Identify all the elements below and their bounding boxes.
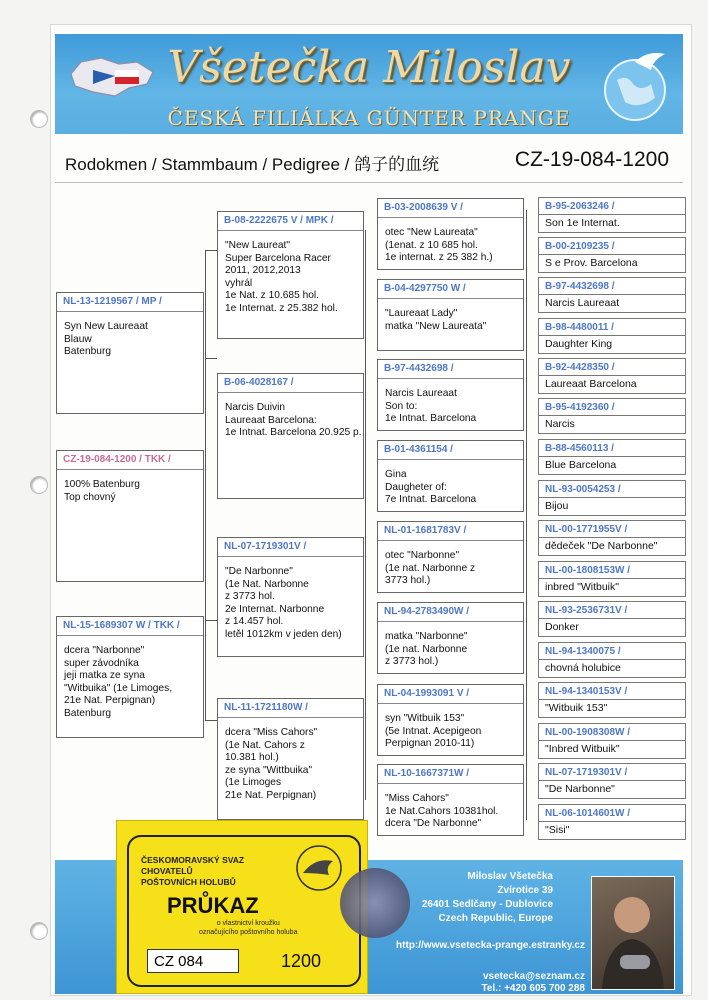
great-grandparent-ring: NL-94-2783490W / [378, 603, 523, 622]
grandparent-details: "New Laureat" Super Barcelona Racer 2011, 2012,2013 vyhrál 1e Nat. z 10.685 hol. 1e Internat. z 25.382 hol. [225, 240, 338, 314]
punch-hole [30, 110, 48, 128]
pigeon-emblem-icon [289, 843, 349, 893]
ancestor-note: dědeček "De Narbonne" [538, 537, 686, 556]
ancestor-note: Narcis Laureaat [538, 294, 686, 313]
grandparent-card [217, 211, 364, 339]
great-grandparent-ring: NL-10-1667371W / [378, 765, 523, 784]
great-grandparent-ring: NL-04-1993091 V / [378, 685, 523, 704]
breeder-name: Všetečka Miloslav [167, 42, 571, 93]
ancestor-note: "Inbred Witbuik" [538, 740, 686, 759]
ancestor-note: inbred "Witbuik" [538, 578, 686, 597]
contact-email-phone [481, 971, 585, 995]
great-grandparent-details: matka "Narbonne" (1e nat. Narbonne z 3773 hol.) [385, 631, 468, 668]
great-grandparent-card [377, 764, 524, 836]
sire-card [56, 292, 204, 414]
ancestor-note: Bijou [538, 497, 686, 516]
ancestor-note: S e Prov. Barcelona [538, 254, 686, 273]
ancestor-note: "Witbuik 153" [538, 699, 686, 718]
connector [205, 720, 217, 721]
contact-city: 26401 Sedlčany - Dublovice [421, 899, 553, 910]
contact-name: Miloslav Všetečka [467, 871, 553, 882]
ancestor-ring: NL-06-1014601W / [538, 804, 686, 823]
subject-card [56, 450, 204, 582]
great-grandparent-details: otec "Narbonne" (1e nat. Narbonne z 3773 hol.) [385, 550, 476, 587]
grandparent-ring: NL-11-1721180W / [218, 699, 363, 718]
great-grandparent-card [377, 684, 524, 756]
connector [205, 250, 206, 720]
ancestor-note: "De Narbonne" [538, 780, 686, 799]
contact-phone: Tel.: +420 605 700 288 [481, 983, 585, 994]
ancestor-ring: B-88-4560113 / [538, 439, 686, 458]
sire-ring: NL-13-1219567 / MP / [57, 293, 203, 312]
card-ring-prefix: CZ 084 [147, 949, 239, 973]
hologram-seal [340, 868, 410, 938]
grandparent-details: dcera "Miss Cahors" (1e Nat. Cahors z 10.381 hol.) ze syna "Wittbuika" (1e Limoges 21e Nat. Perpignan) [225, 727, 318, 801]
dam-card [56, 616, 204, 738]
ancestor-ring: NL-93-0054253 / [538, 480, 686, 499]
ancestor-ring: B-97-4432698 / [538, 277, 686, 296]
ancestor-note: Daughter King [538, 335, 686, 354]
connector [365, 230, 366, 800]
subject-details: 100% Batenburg Top chovný [64, 479, 140, 503]
great-grandparent-details: Narcis Laureaat Son to: 1e Intnat. Barcelona [385, 388, 477, 425]
great-grandparent-card [377, 440, 524, 512]
contact-street: Zvírotice 39 [497, 885, 553, 896]
contact-address [422, 870, 553, 926]
ancestor-ring: B-98-4480011 / [538, 318, 686, 337]
grandparent-details: Narcis Duivin Laureaat Barcelona: 1e Intnat. Barcelona 20.925 p. [225, 402, 362, 439]
great-grandparent-card [377, 602, 524, 674]
globe-dove-icon [595, 44, 675, 124]
sire-details: Syn New Laureaat Blauw Batenburg [64, 321, 148, 358]
person-icon [592, 877, 674, 989]
ancestor-ring: B-92-4428350 / [538, 358, 686, 377]
connector [205, 620, 217, 621]
card-ring-number: 1200 [281, 951, 322, 971]
great-grandparent-card [377, 198, 524, 270]
great-grandparent-card [377, 521, 524, 593]
great-grandparent-details: "Laureaat Lady" matka "New Laureata" [385, 308, 487, 332]
document-title: Rodokmen / Stammbaum / Pedigree / 鸽子的血统 [65, 155, 440, 174]
great-grandparent-details: Gina Daugheter of: 7e Intnat. Barcelona [385, 469, 477, 506]
connector [526, 210, 527, 820]
grandparent-ring: B-06-4028167 / [218, 374, 363, 393]
dam-details: dcera "Narbonne" super závodníka jeji matka ze syna "Witbuika" (1e Limoges, 21e Nat. Perpignan) Batenburg [64, 645, 173, 719]
great-grandparent-card [377, 359, 524, 431]
ancestor-note: Son 1e Internat. [538, 214, 686, 233]
contact-email[interactable]: vsetecka@seznam.cz [482, 971, 585, 982]
breeder-photo [591, 876, 675, 990]
grandparent-card [217, 537, 364, 657]
grandparent-card [217, 373, 364, 499]
grandparent-ring: NL-07-1719301V / [218, 538, 363, 557]
ancestor-note: "Sisi" [538, 821, 686, 840]
ownership-card [116, 820, 368, 994]
ancestor-ring: NL-00-1771955V / [538, 520, 686, 539]
dam-ring: NL-15-1689307 W / TKK / [57, 617, 203, 636]
card-description: o vlastnictví kroužku označujícího poštovního holuba [199, 920, 298, 936]
subject-ring: CZ-19-084-1200 / TKK / [57, 451, 203, 470]
connector [205, 250, 217, 251]
ancestor-ring: NL-00-1808153W / [538, 561, 686, 580]
card-border [127, 835, 361, 987]
header-banner [55, 34, 683, 134]
great-grandparent-ring: B-04-4297750 W / [378, 280, 523, 299]
punch-hole [30, 476, 48, 494]
great-grandparent-details: otec "New Laureata" (1enat. z 10 685 hol. 1e internat. z 25 382 h.) [385, 227, 493, 264]
ancestor-note: Blue Barcelona [538, 456, 686, 475]
ancestor-note: chovná holubice [538, 659, 686, 678]
punch-hole [30, 922, 48, 940]
great-grandparent-ring: B-97-4432698 / [378, 360, 523, 379]
great-grandparent-ring: B-03-2008639 V / [378, 199, 523, 218]
ancestor-ring: B-95-2063246 / [538, 197, 686, 216]
ancestor-ring: NL-94-1340153V / [538, 682, 686, 701]
great-grandparent-card [377, 279, 524, 351]
document-title-bar [55, 140, 683, 183]
card-title: PRŮKAZ [167, 893, 259, 918]
grandparent-ring: B-08-2222675 V / MPK / [218, 212, 363, 231]
ancestor-ring: B-95-4192360 / [538, 398, 686, 417]
ancestor-ring: NL-00-1908308W / [538, 723, 686, 742]
ancestor-ring: NL-94-1340075 / [538, 642, 686, 661]
ancestor-ring: B-00-2109235 / [538, 237, 686, 256]
ancestor-ring: NL-93-2536731V / [538, 601, 686, 620]
great-grandparent-ring: NL-01-1681783V / [378, 522, 523, 541]
contact-country: Czech Republic, Europe [438, 913, 553, 924]
breeder-subtitle: ČESKÁ FILIÁLKA GÜNTER PRANGE [167, 106, 571, 130]
card-organization: ČESKOMORAVSKÝ SVAZ CHOVATELŮ POŠTOVNÍCH HOLUBŮ [141, 855, 245, 887]
great-grandparent-ring: B-01-4361154 / [378, 441, 523, 460]
ancestor-ring: NL-07-1719301V / [538, 763, 686, 782]
great-grandparent-details: syn "Witbuik 153" (5e Intnat. Acepigeon Perpignan 2010-11) [385, 713, 482, 750]
grandparent-details: "De Narbonne" (1e Nat. Narbonne z 3773 hol. 2e Internat. Narbonne z 14.457 hol. letěl 1012km v jeden den) [225, 566, 342, 640]
contact-website[interactable]: http://www.vsetecka-prange.estranky.cz [396, 940, 585, 951]
ancestor-note: Narcis [538, 415, 686, 434]
great-grandparent-details: "Miss Cahors" 1e Nat.Cahors 10381hol. dcera "De Narbonne" [385, 793, 499, 830]
ancestor-note: Laureaat Barcelona [538, 375, 686, 394]
grandparent-card [217, 698, 364, 820]
ancestor-note: Donker [538, 618, 686, 637]
subject-ring-number: CZ-19-084-1200 [514, 148, 669, 171]
connector [205, 358, 217, 359]
